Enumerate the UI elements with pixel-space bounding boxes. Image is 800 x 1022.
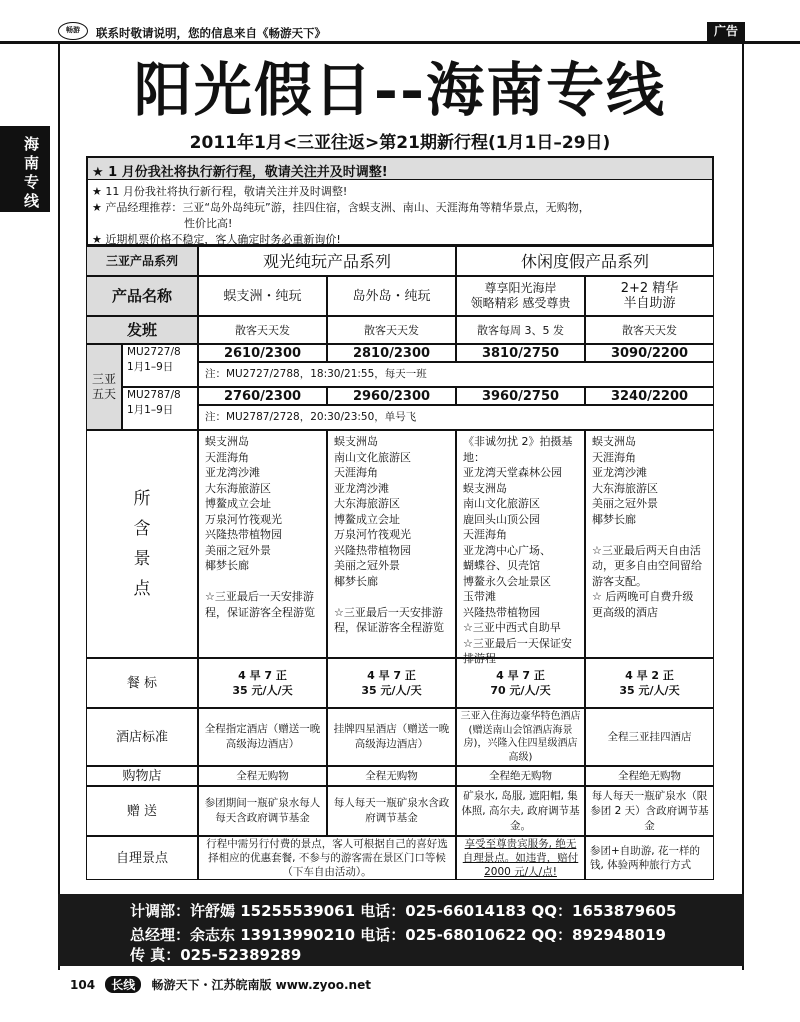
sight-item: ☆ 后两晚可自费升级	[592, 590, 694, 603]
sight-item: 亚龙湾中心广场、	[463, 543, 551, 557]
product-table	[86, 246, 714, 880]
shop-cell: 全程绝无购物	[585, 766, 714, 786]
sights-list	[198, 430, 327, 658]
sight-item: 天涯海角	[592, 450, 636, 464]
sight-item: 椰梦长廊	[592, 512, 636, 526]
sight-item: 博鳌成立会址	[334, 512, 400, 526]
notice-line: 性价比高!	[184, 217, 233, 230]
sight-item: 《非诚勿扰 2》拍摄基	[463, 435, 573, 448]
series-leisure: 休闲度假产品系列	[456, 246, 714, 276]
sight-item: 亚龙湾沙滩	[334, 481, 389, 495]
sight-item: 天涯海角	[334, 466, 378, 479]
gift-cell: 矿泉水, 岛服, 遮阳帽, 集体照, 高尔夫, 政府调节基金。	[456, 786, 585, 836]
sight-item: 博鳌永久会址景区	[463, 574, 551, 588]
sight-item: 鹿回头山顶公园	[463, 512, 540, 526]
gift-cell: 参团期间一瓶矿泉水每人每天含政府调节基金	[198, 786, 327, 836]
gift-label: 赠 送	[86, 786, 198, 836]
sight-item: 更高级的酒店	[592, 605, 658, 619]
departure-cell: 散客天天发	[585, 316, 714, 344]
sight-item: 美丽之冠外景	[592, 497, 658, 510]
sight-item: ☆三亚最后一天安排游	[205, 590, 314, 603]
price-cell: 3090/2200	[585, 344, 714, 362]
magazine-logo: 畅游	[58, 22, 88, 40]
price-cell: 3240/2200	[585, 387, 714, 405]
sight-item: 亚龙湾天堂森林公园	[463, 466, 562, 479]
sights-list	[456, 430, 585, 665]
price-cell: 3960/2750	[456, 387, 585, 405]
shop-cell: 全程绝无购物	[456, 766, 585, 786]
notice-line: ★ 1 月份我社将执行新行程，敬请关注并及时调整!	[88, 158, 712, 180]
sights-list	[327, 430, 456, 658]
sight-item	[592, 527, 702, 543]
sight-item: 亚龙湾沙滩	[592, 466, 647, 479]
header-note: 联系时敬请说明，您的信息来自《畅游天下》	[96, 26, 326, 40]
sight-item: 兴隆热带植物园	[463, 605, 540, 619]
page-title: 阳光假日--海南专线	[133, 56, 667, 124]
price-cell: 2810/2300	[327, 344, 456, 362]
sight-item: 程，保证游客全程游览	[334, 621, 444, 634]
sight-item: 南山文化旅游区	[463, 497, 540, 510]
sight-item: 博鳌成立会址	[205, 497, 271, 510]
group-label: 三亚五天	[86, 344, 122, 430]
sight-item: ☆三亚最后一天安排游	[334, 605, 443, 619]
sight-item: 亚龙湾沙滩	[205, 466, 260, 479]
flight-code: MU2727/8 1月1–9日	[122, 344, 198, 387]
product-name: 岛外岛・纯玩	[327, 276, 456, 316]
notice-line: ★ 11 月份我社将执行新行程，敬请关注并及时调整!	[92, 185, 348, 198]
meal-cell: 4 早 7 正 35 元/人/天	[198, 658, 327, 708]
notice-box	[86, 156, 714, 246]
product-name: 2+2 精华 半自助游	[585, 276, 714, 316]
meal-cell: 4 早 2 正 35 元/人/天	[585, 658, 714, 708]
page-subtitle: 2011年1月<三亚往返>第21期新行程(1月1日–29日)	[189, 133, 611, 153]
contact-line: 总经理：余志东 13913990210 电话：025-68010622 QQ：892948019	[130, 926, 666, 944]
contact-footer	[58, 894, 744, 966]
notice-line: ★ 近期机票价格不稳定，客人确定时务必重新询价!	[92, 233, 341, 246]
sight-item	[205, 574, 315, 590]
sight-item	[334, 589, 444, 605]
hotel-cell: 全程指定酒店（赠送一晚高级海边酒店）	[198, 708, 327, 766]
page-number: 104	[70, 978, 96, 992]
shop-cell: 全程无购物	[327, 766, 456, 786]
side-section-tab: 海 南 专 线	[0, 126, 50, 212]
sight-item: 蝴蝶谷、贝壳馆	[463, 559, 540, 572]
sight-item: 蜈支洲岛	[592, 435, 636, 448]
publisher-info: 畅游天下・江苏皖南版 www.zyoo.net	[151, 978, 371, 992]
sight-item: ☆三亚最后一天保证安	[463, 636, 572, 650]
free-cell: 参团+自助游, 花一样的钱, 体验两种旅行方式	[585, 836, 714, 880]
page-footer	[70, 976, 371, 993]
gift-cell: 每人每天一瓶矿泉水含政府调节基金	[327, 786, 456, 836]
sight-item: 蜈支洲岛	[334, 435, 378, 448]
sight-item: 天涯海角	[463, 528, 507, 541]
sight-item: 兴隆热带植物园	[334, 543, 411, 557]
notice-line: ★ 产品经理推荐：三亚“岛外岛纯玩”游，挂四住宿，含蜈支洲、南山、天涯海角等精华景点，无购物，	[92, 201, 590, 214]
sight-item: 椰梦长廊	[334, 574, 378, 588]
meal-cell: 4 早 7 正 70 元/人/天	[456, 658, 585, 708]
product-name-label: 产品名称	[86, 276, 198, 316]
hotel-cell: 全程三亚挂四酒店	[585, 708, 714, 766]
sight-item: 蜈支洲岛	[463, 481, 507, 495]
sight-item: 大东海旅游区	[592, 481, 658, 495]
hotel-cell: 挂牌四星酒店（赠送一晚高级海边酒店）	[327, 708, 456, 766]
sight-item: 游客支配。	[592, 574, 647, 588]
sight-item: ☆三亚最后两天自由活	[592, 543, 701, 557]
ad-tag: 广告	[707, 22, 745, 41]
price-cell: 2610/2300	[198, 344, 327, 362]
meal-label: 餐 标	[86, 658, 198, 708]
contact-line: 计调部：许舒嫣 15255539061 电话：025-66014183 QQ：1653879605	[130, 902, 677, 920]
price-cell: 3810/2750	[456, 344, 585, 362]
sight-item: 美丽之冠外景	[334, 559, 400, 572]
sight-item: 地：	[463, 450, 485, 464]
free-cell: 享受至尊贵宾服务, 绝无自理景点。如违背，赔付2000 元/人/点!	[456, 836, 585, 880]
sight-item: 蜈支洲岛	[205, 435, 249, 448]
sight-item: 动，更多自由空间留给	[592, 559, 702, 572]
sight-item: 椰梦长廊	[205, 559, 249, 572]
hotel-label: 酒店标准	[86, 708, 198, 766]
sight-item: 万泉河竹筏观光	[334, 528, 411, 541]
shop-label: 购物店	[86, 766, 198, 786]
free-cell: 行程中需另行付费的景点，客人可根据自己的喜好选择相应的优惠套餐, 不参与的游客需在景区门口等候（下车自由活动）。	[198, 836, 456, 880]
sight-item: 美丽之冠外景	[205, 543, 271, 557]
flight-note: 注：MU2727/2788，18:30/21:55，每天一班	[198, 362, 714, 387]
sight-item: ☆三亚中西式自助早	[463, 621, 561, 634]
departure-cell: 散客每周 3、5 发	[456, 316, 585, 344]
flight-code: MU2787/8 1月1–9日	[122, 387, 198, 430]
departure-label: 发班	[86, 316, 198, 344]
sight-item: 南山文化旅游区	[334, 450, 411, 464]
departure-cell: 散客天天发	[198, 316, 327, 344]
price-cell: 2960/2300	[327, 387, 456, 405]
series-sightseeing: 观光纯玩产品系列	[198, 246, 456, 276]
product-name: 蜈支洲・纯玩	[198, 276, 327, 316]
meal-cell: 4 早 7 正 35 元/人/天	[327, 658, 456, 708]
sight-item: 万泉河竹筏观光	[205, 512, 282, 526]
price-cell: 2760/2300	[198, 387, 327, 405]
gift-cell: 每人每天一瓶矿泉水（限参团 2 天）含政府调节基金	[585, 786, 714, 836]
flight-note: 注：MU2787/2728，20:30/23:50，单号飞	[198, 405, 714, 430]
sight-item: 大东海旅游区	[334, 497, 400, 510]
free-label: 自理景点	[86, 836, 198, 880]
section-pill: 长线	[105, 976, 141, 993]
series-label: 三亚产品系列	[86, 246, 198, 276]
hotel-cell: 三亚入住海边豪华特色酒店(赠送南山会馆酒店海景房)，兴隆入住四星级酒店高级)	[456, 708, 585, 766]
contact-line: 传 真：025-52389289	[130, 946, 302, 964]
sights-list	[585, 430, 714, 658]
sight-item: 程，保证游客全程游览	[205, 605, 315, 619]
sight-item: 兴隆热带植物园	[205, 528, 282, 541]
sight-item: 玉带滩	[463, 590, 496, 603]
sight-item: 大东海旅游区	[205, 481, 271, 495]
sight-item: 排游程	[463, 652, 496, 665]
sights-label: 所含景点	[86, 430, 198, 658]
product-name: 尊享阳光海岸 领略精彩 感受尊贵	[456, 276, 585, 316]
sight-item: 天涯海角	[205, 450, 249, 464]
departure-cell: 散客天天发	[327, 316, 456, 344]
shop-cell: 全程无购物	[198, 766, 327, 786]
